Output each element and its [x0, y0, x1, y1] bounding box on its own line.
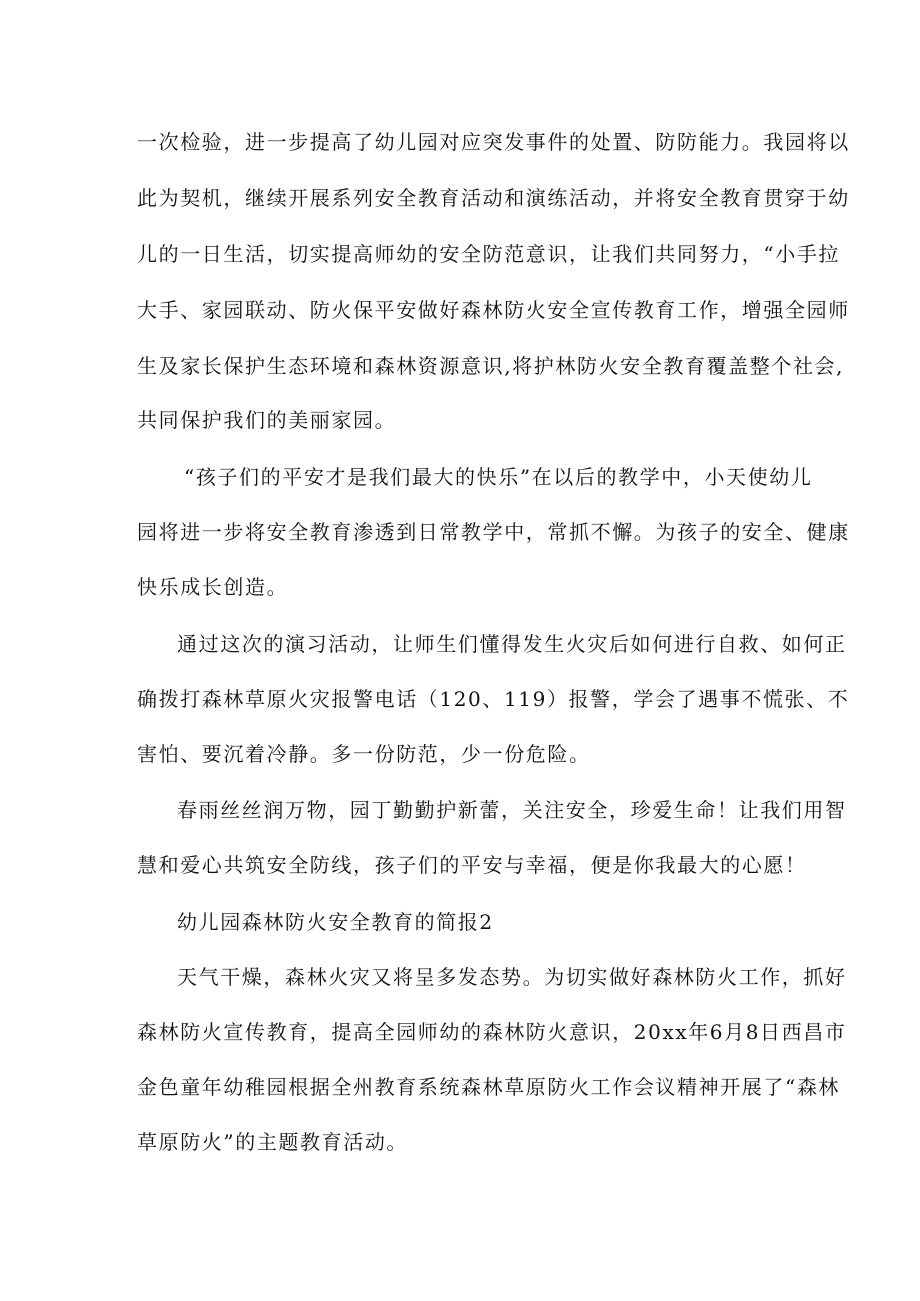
paragraph-3-line-3: 害怕、要沉着冷静。多一份防范，少一份危险。	[137, 742, 591, 766]
paragraph-2-line-2: 园将进一步将安全教育渗透到日常教学中，常抓不懈。为孩子的安全、健康	[137, 520, 850, 544]
section-title: 幼儿园森林防火安全教育的简报2	[177, 910, 494, 934]
paragraph-6-line-1: 天气干燥，森林火灾又将呈多发态势。为切实做好森林防火工作，抓好	[177, 965, 847, 989]
paragraph-1-line-5: 生及家长保护生态环境和森林资源意识,将护林防火安全教育覆盖整个社会,	[137, 354, 845, 378]
paragraph-2-line-3: 快乐成长创造。	[137, 575, 289, 599]
paragraph-1-line-3: 儿的一日生活，切实提高师幼的安全防范意识，让我们共同努力，“小手拉	[137, 242, 841, 266]
paragraph-6-line-2: 森林防火宣传教育，提高全园师幼的森林防火意识，20xx年6月8日西昌市	[137, 1020, 847, 1044]
paragraph-2-line-1: “孩子们的平安才是我们最大的快乐”在以后的教学中，小天使幼儿	[184, 465, 813, 489]
paragraph-1-line-1: 一次检验，进一步提高了幼儿园对应突发事件的处置、防防能力。我园将以	[137, 130, 850, 154]
paragraph-4-line-2: 慧和爱心共筑安全防线，孩子们的平安与幸福，便是你我最大的心愿！	[137, 853, 807, 877]
paragraph-3-line-1: 通过这次的演习活动，让师生们懂得发生火灾后如何进行自救、如何正	[177, 632, 847, 656]
paragraph-6-line-3: 金色童年幼稚园根据全州教育系统森林草原防火工作会议精神开展了“森林	[137, 1075, 841, 1099]
paragraph-1-line-6: 共同保护我们的美丽家园。	[137, 408, 397, 432]
paragraph-3-line-2: 确拨打森林草原火灾报警电话（120、119）报警，学会了遇事不慌张、不	[137, 687, 850, 711]
paragraph-1-line-4: 大手、家园联动、防火保平安做好森林防火安全宣传教育工作，增强全园师	[137, 298, 850, 322]
paragraph-6-line-4: 草原防火”的主题教育活动。	[137, 1130, 409, 1154]
paragraph-4-line-1: 春雨丝丝润万物，园丁勤勤护新蕾，关注安全，珍爱生命！让我们用智	[177, 798, 847, 822]
paragraph-1-line-2: 此为契机，继续开展系列安全教育活动和演练活动，并将安全教育贯穿于幼	[137, 186, 850, 210]
